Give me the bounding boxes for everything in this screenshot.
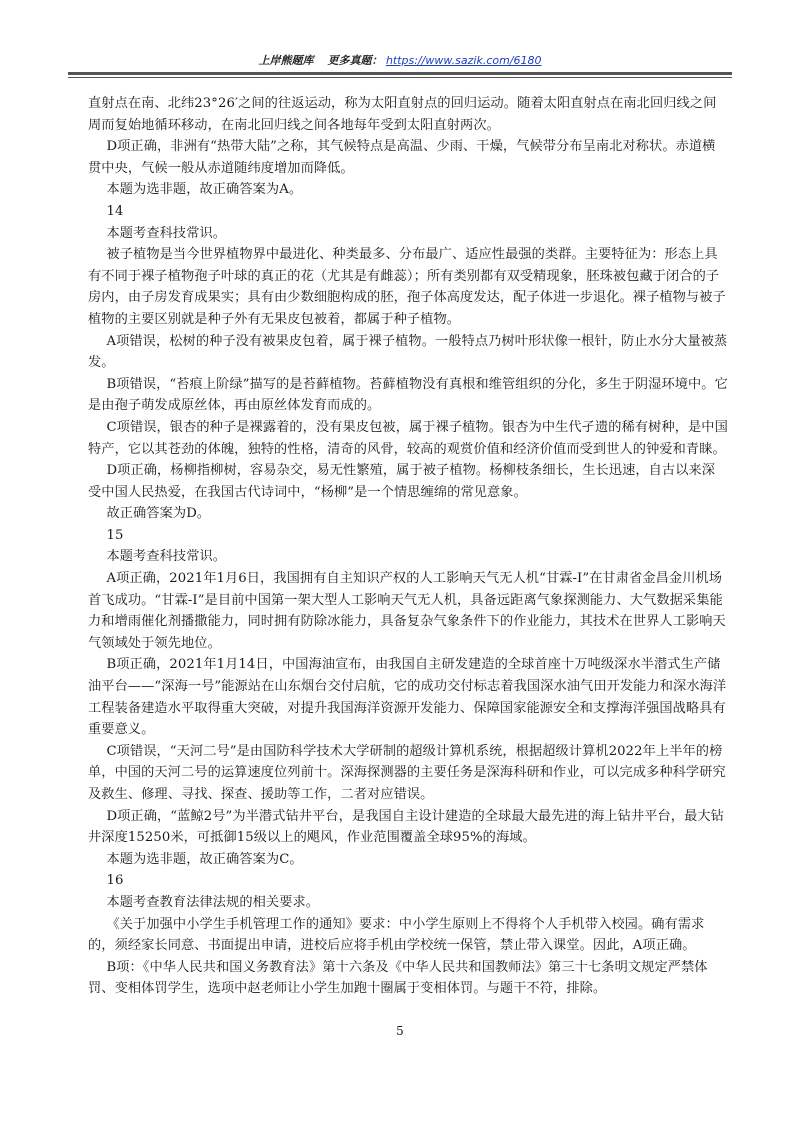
paragraph: 本题考查科技常识。	[106, 549, 227, 565]
document-body	[88, 93, 728, 1000]
header-divider	[68, 72, 732, 78]
paragraph: 本题为选非题，故正确答案为C。	[106, 851, 303, 867]
paragraph: 直射点在南、北纬23°26′之间的往返运动，称为太阳直射点的回归运动。随着太阳直射点在南北回归线之间周而复始地循环移动，在南北回归线之间各地每年受到太阳直射两次。	[88, 96, 717, 133]
site-name: 上岸熊题库	[258, 54, 314, 67]
paragraph: D项正确，杨柳指柳树，容易杂交，易无性繁殖，属于被子植物。杨柳枝条细长，生长迅速，自古以来深受中国人民热爱，在我国古代诗词中，“杨柳”是一个情思缠绵的常见意象。	[88, 463, 716, 500]
more-questions-label: 更多真题：	[327, 54, 383, 67]
question-number: 16	[106, 873, 124, 889]
question-number: 15	[106, 527, 124, 543]
paragraph: C项错误，银杏的种子是裸露着的，没有果皮包被，属于裸子植物。银杏为中生代孑遗的稀有树种，是中国特产，它以其苍劲的体魄，独特的性格，清奇的风骨，较高的观赏价值和经济价值而受到世人的钟爱和青睐。	[88, 419, 728, 457]
paragraph: 本题考查科技常识。	[106, 225, 227, 241]
paragraph: B项正确，2021年1月14日，中国海油宣布，由我国自主研发建造的全球首座十万吨级深水半潜式生产储油平台——“深海一号”能源站在山东烟台交付启航，它的成功交付标志着我国深水油气田开发能力和深水海洋工程装备建造水平取得重大突破，对提升我国海洋资源开发能力、保障国家能源安全和支撑海洋强国战略具有重要意义。	[88, 657, 727, 738]
paragraph: D项正确，“蓝鲸2号”为半潜式钻井平台，是我国自主设计建造的全球最大最先进的海上钻井平台，最大钻井深度15250米，可抵御15级以上的飓风，作业范围覆盖全球95%的海域。	[88, 808, 724, 846]
paragraph: A项正确，2021年1月6日，我国拥有自主知识产权的人工影响天气无人机“甘霖-Ⅰ”在甘肃省金昌金川机场首飞成功。“甘霖-Ⅰ”是目前中国第一架大型人工影响天气无人机，具备远距离气象探测能力、大气数据采集能力和增雨催化剂播撒能力，同时拥有防除冰能力，具备复杂气象条件下的作业能力，其技术在世界人工影响天气领域处于领先地位。	[88, 571, 726, 651]
paragraph: C项错误，“天河二号”是由国防科学技术大学研制的超级计算机系统，根据超级计算机2022年上半年的榜单，中国的天河二号的运算速度位列前十。深海探测器的主要任务是深海科研和作业，可以完成多种科学研究及救生、修理、寻找、探查、援助等工作，二者对应错误。	[88, 743, 726, 802]
paragraph: B项：《中华人民共和国义务教育法》第十六条及《中华人民共和国教师法》第三十七条明文规定严禁体罚、变相体罚学生，选项中赵老师让小学生加跑十圈属于变相体罚。与题干不符，排除。	[88, 959, 708, 997]
paragraph: 本题考查教育法律法规的相关要求。	[106, 894, 320, 910]
page-header	[0, 54, 800, 68]
paragraph: B项错误，“苔痕上阶绿”描写的是苔藓植物。苔藓植物没有真根和维管组织的分化，多生于阴湿环境中。它是由孢子萌发成原丝体，再由原丝体发育而成的。	[88, 376, 728, 414]
paragraph: 《关于加强中小学生手机管理工作的通知》要求：中小学生原则上不得将个人手机带入校园。确有需求的，须经家长同意、书面提出申请，进校后应将手机由学校统一保管，禁止带入课堂。因此，A项正确。	[88, 916, 705, 954]
question-number: 14	[106, 203, 124, 219]
site-link[interactable]: https://www.sazik.com/6180	[385, 54, 542, 67]
page-number: 5	[396, 1024, 404, 1038]
paragraph: 被子植物是当今世界植物界中最进化、种类最多、分布最广、适应性最强的类群。主要特征为：形态上具有不同于裸子植物孢子叶球的真正的花（尤其是有雌蕊）；所有类别都有双受精现象，胚珠被包藏于闭合的子房内，由子房发育成果实；具有由少数细胞构成的胚，孢子体高度发达，配子体进一步退化。裸子植物与被子植物的主要区别就是种子外有无果皮包被着，都属于种子植物。	[88, 247, 726, 327]
paragraph: 本题为选非题，故正确答案为A。	[106, 182, 303, 198]
paragraph: D项正确，非洲有“热带大陆”之称，其气候特点是高温、少雨、干燥，气候带分布呈南北对称状。赤道横贯中央，气候一般从赤道随纬度增加而降低。	[88, 139, 716, 176]
paragraph: 故正确答案为D。	[106, 506, 211, 522]
paragraph: A项错误，松树的种子没有被果皮包着，属于裸子植物。一般特点乃树叶形状像一根针，防止水分大量被蒸发。	[88, 333, 728, 371]
